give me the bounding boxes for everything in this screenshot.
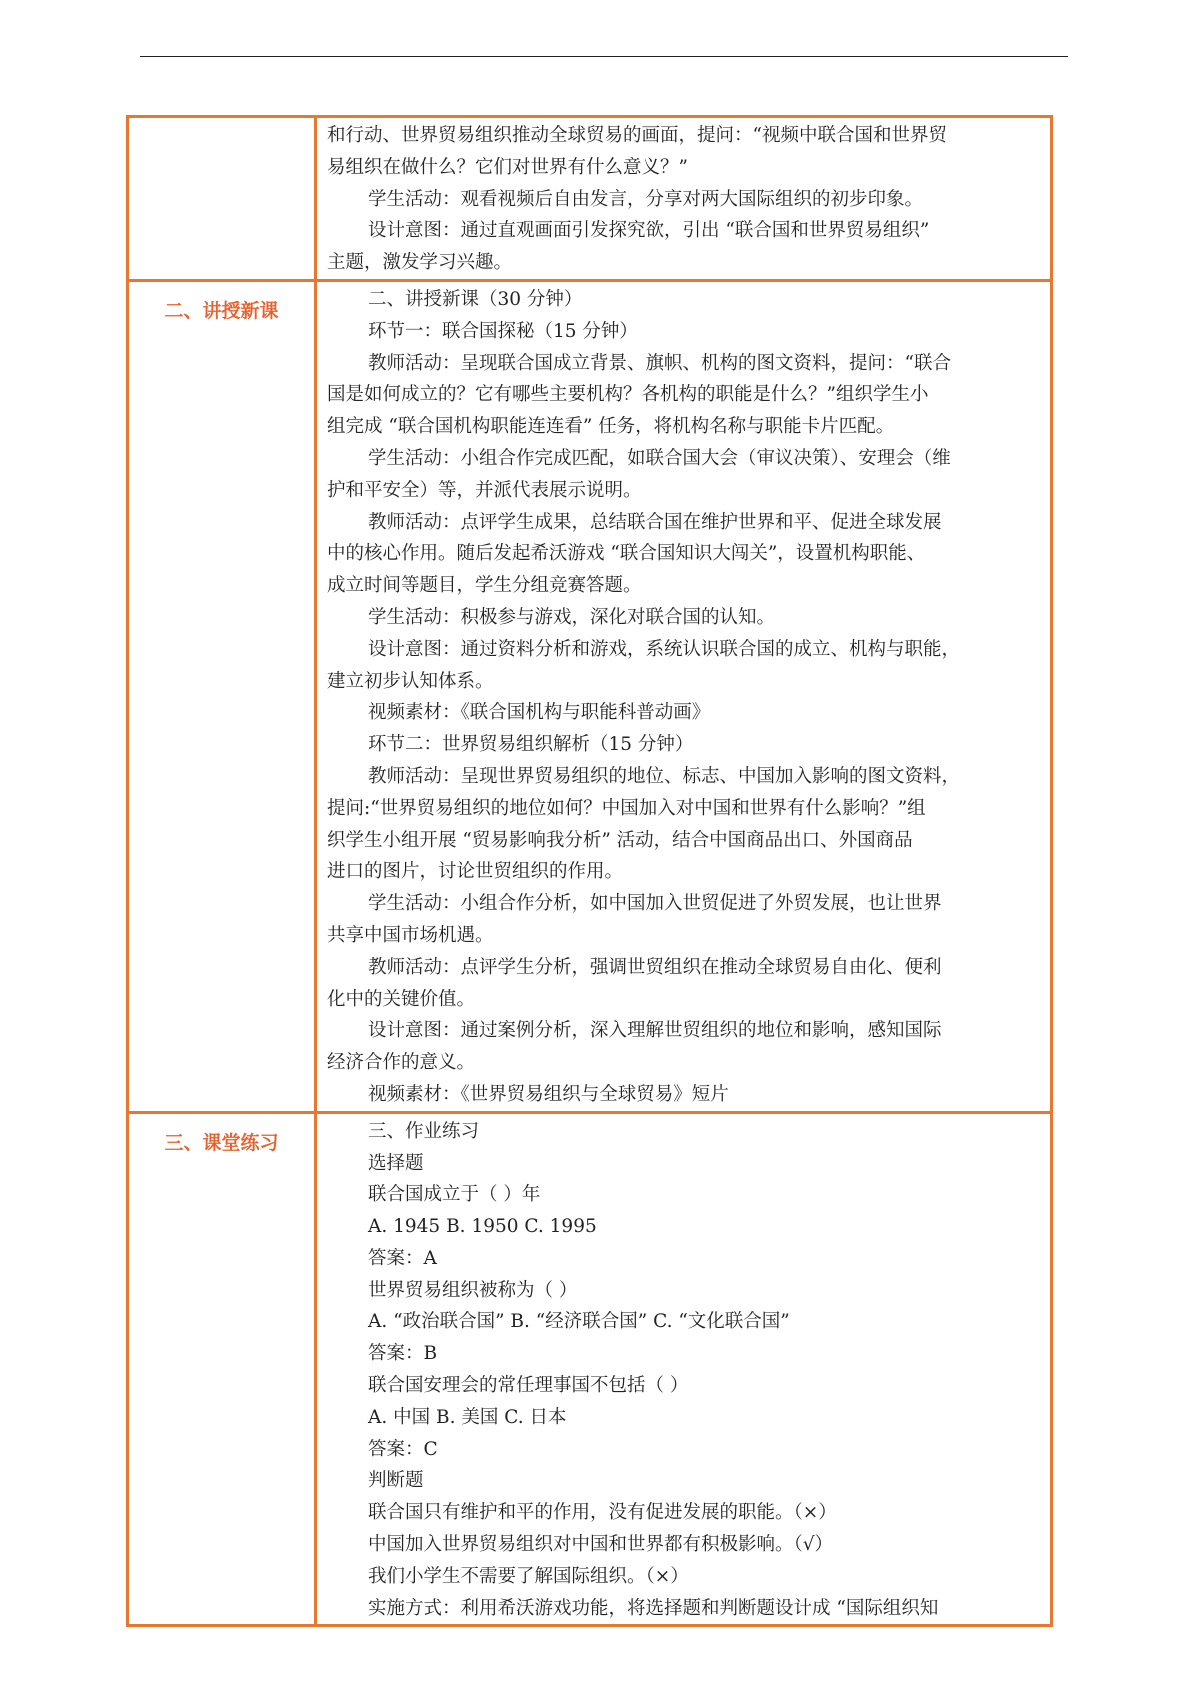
paragraph-line: 组完成 “联合国机构职能连连看” 任务，将机构名称与职能卡片匹配。 xyxy=(327,416,895,438)
paragraph-line: 选择题 xyxy=(368,1152,424,1174)
paragraph-line: 设计意图：通过案例分析，深入理解世贸组织的地位和影响，感知国际 xyxy=(368,1020,942,1042)
section-content xyxy=(317,1114,1050,1625)
paragraph-line: 建立初步认知体系。 xyxy=(327,670,494,692)
paragraph-line: 学生活动：小组合作分析，如中国加入世贸促进了外贸发展，也让世界 xyxy=(368,893,942,915)
paragraph-line: 易组织在做什么？它们对世界有什么意义？” xyxy=(327,156,688,178)
section-label-cell xyxy=(128,117,316,281)
paragraph-line: 教师活动：呈现联合国成立背景、旗帜、机构的图文资料，提问：“联合 xyxy=(368,352,951,374)
section-label: 三、课堂练习 xyxy=(164,1131,279,1154)
paragraph-line: 学生活动：观看视频后自由发言，分享对两大国际组织的初步印象。 xyxy=(368,188,924,210)
paragraph-line: 教师活动：点评学生成果，总结联合国在维护世界和平、促进全球发展 xyxy=(368,511,942,533)
paragraph-line: 国是如何成立的？它有哪些主要机构？各机构的职能是什么？”组织学生小 xyxy=(327,384,929,406)
paragraph-line: 织学生小组开展 “贸易影响我分析” 活动，结合中国商品出口、外国商品 xyxy=(327,829,913,851)
paragraph-line: 答案：B xyxy=(368,1343,438,1365)
paragraph-line: 学生活动：积极参与游戏，深化对联合国的认知。 xyxy=(368,606,776,628)
table-row xyxy=(128,1112,1052,1626)
paragraph-line: 三、作业练习 xyxy=(368,1120,480,1142)
paragraph-line: 视频素材：《世界贸易组织与全球贸易》短片 xyxy=(368,1083,729,1105)
section-content xyxy=(317,282,1050,1111)
paragraph-line: 化中的关键价值。 xyxy=(327,988,476,1010)
paragraph-line: 教师活动：呈现世界贸易组织的地位、标志、中国加入影响的图文资料， xyxy=(368,765,961,787)
paragraph-line: 环节二：世界贸易组织解析（15 分钟） xyxy=(368,734,694,756)
paragraph-line: 设计意图：通过资料分析和游戏，系统认识联合国的成立、机构与职能， xyxy=(368,638,961,660)
paragraph-line: 联合国只有维护和平的作用，没有促进发展的职能。（×） xyxy=(368,1502,837,1524)
section-content-cell xyxy=(316,280,1052,1112)
paragraph-line: 设计意图：通过直观画面引发探究欲，引出 “联合国和世界贸易组织” xyxy=(368,220,930,242)
paragraph-line: A. “政治联合国” B. “经济联合国” C. “文化联合国” xyxy=(368,1311,790,1333)
paragraph-line: 学生活动：小组合作完成匹配，如联合国大会（审议决策）、安理会（维 xyxy=(368,447,951,469)
section-content-cell xyxy=(316,117,1052,281)
section-label-cell xyxy=(128,280,316,1112)
paragraph-line: 进口的图片，讨论世贸组织的作用。 xyxy=(327,861,624,883)
paragraph-line: A. 1945 B. 1950 C. 1995 xyxy=(368,1216,597,1238)
paragraph-line: 我们小学生不需要了解国际组织。（×） xyxy=(368,1565,689,1587)
lesson-plan-table xyxy=(126,115,1053,1627)
paragraph-line: 中国加入世界贸易组织对中国和世界都有积极影响。（√） xyxy=(368,1534,834,1556)
section-label-cell xyxy=(128,1112,316,1626)
table-row xyxy=(128,117,1052,281)
paragraph-line: 世界贸易组织被称为（ ） xyxy=(368,1279,578,1301)
paragraph-line: 主题，激发学习兴趣。 xyxy=(327,252,513,274)
section-content xyxy=(317,118,1050,279)
paragraph-line: 护和平安全）等，并派代表展示说明。 xyxy=(327,479,642,501)
table-row xyxy=(128,280,1052,1112)
paragraph-line: 和行动、世界贸易组织推动全球贸易的画面，提问：“视频中联合国和世界贸 xyxy=(327,125,947,146)
paragraph-line: 教师活动：点评学生分析，强调世贸组织在推动全球贸易自由化、便利 xyxy=(368,956,942,978)
paragraph-line: 实施方式：利用希沃游戏功能，将选择题和判断题设计成 “国际组织知 xyxy=(368,1597,939,1619)
paragraph-line: 中的核心作用。随后发起希沃游戏 “联合国知识大闯关”，设置机构职能、 xyxy=(327,543,926,565)
paragraph-line: A. 中国 B. 美国 C. 日本 xyxy=(368,1406,567,1428)
paragraph-line: 共享中国市场机遇。 xyxy=(327,924,494,946)
section-content-cell xyxy=(316,1112,1052,1626)
paragraph-line: 提问:“世界贸易组织的地位如何？中国加入对中国和世界有什么影响？”组 xyxy=(327,797,926,819)
section-label: 二、讲授新课 xyxy=(164,299,279,322)
header-rule xyxy=(140,56,1068,57)
paragraph-line: 答案：C xyxy=(368,1438,438,1460)
paragraph-line: 判断题 xyxy=(368,1470,424,1492)
paragraph-line: 联合国安理会的常任理事国不包括（ ） xyxy=(368,1375,689,1397)
paragraph-line: 二、讲授新课（30 分钟） xyxy=(368,288,583,310)
paragraph-line: 环节一：联合国探秘（15 分钟） xyxy=(368,320,638,342)
paragraph-line: 经济合作的意义。 xyxy=(327,1052,476,1074)
paragraph-line: 联合国成立于（ ）年 xyxy=(368,1184,541,1206)
paragraph-line: 成立时间等题目，学生分组竞赛答题。 xyxy=(327,575,642,597)
paragraph-line: 答案：A xyxy=(368,1247,437,1269)
paragraph-line: 视频素材：《联合国机构与职能科普动画》 xyxy=(368,702,711,724)
section-label xyxy=(129,118,314,132)
